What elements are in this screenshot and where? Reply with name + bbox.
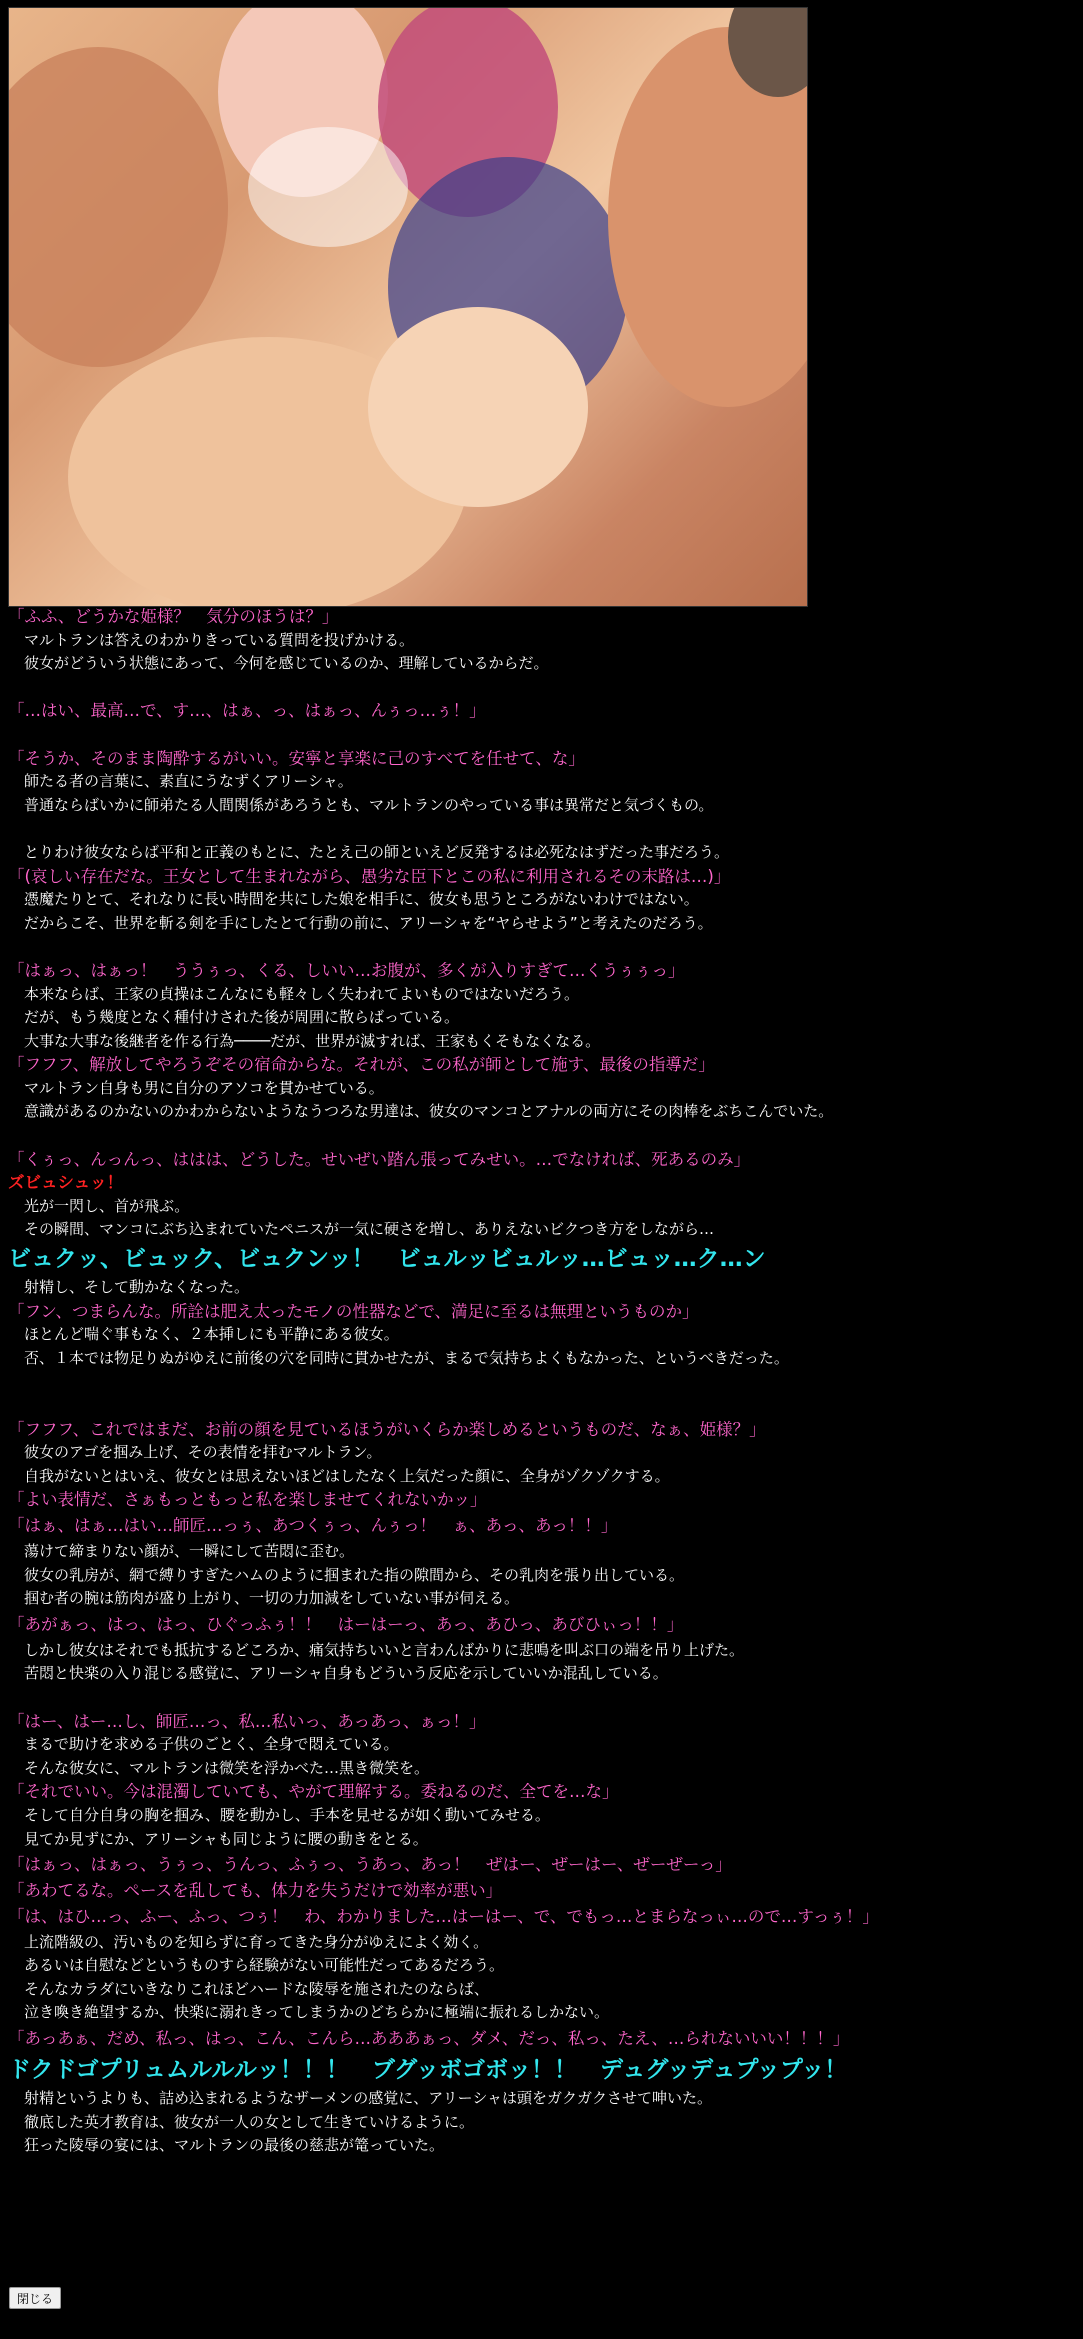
line-gap [8, 1124, 1078, 1148]
narration-line: だからこそ、世界を斬る剣を手にしたとて行動の前に、アリーシャを“ヤらせよう”と考えたのだろう。 [24, 913, 713, 932]
narration-line: そして自分自身の胸を掴み、腰を動かし、手本を見せるが如く動いてみせる。 [24, 1805, 550, 1824]
sound-effect-line: ビュクッ、ビュック、ビュクンッ！ ビュルッビュルッ…ビュッ…ク…ン [8, 1246, 766, 1273]
narration-line: 彼女の乳房が、網で縛りすぎたハムのように掴まれた指の隙間から、その乳肉を張り出している。 [24, 1565, 685, 1584]
narration-line: 蕩けて締まりない顔が、一瞬にして苦悶に歪む。 [24, 1541, 355, 1560]
dialogue-line: 「はぁ、はぁ…はい…師匠…っぅ、あつくぅっ、んぅっ！ ぁ、あっ、あっ！！」 [8, 1515, 618, 1535]
event-illustration [8, 7, 808, 607]
narration-line: 狂った陵辱の宴には、マルトランの最後の慈悲が篭っていた。 [24, 2136, 445, 2155]
dialogue-line: 「そうか、そのまま陶酔するがいい。安寧と享楽に己のすべてを任せて、な」 [8, 748, 585, 768]
narration-line: 意識があるのかないのかわからないようなうつろな男達は、彼女のマンコとアナルの両方にその肉棒をぶちこんでいた。 [24, 1102, 834, 1121]
sound-effect-line: ズビュシュッ！ [8, 1173, 124, 1193]
narration-line: 射精というよりも、詰め込まれるようなザーメンの感覚に、アリーシャは頭をガクガクさせて呻いた。 [24, 2089, 713, 2108]
dialogue-line: 「はぁっ、はぁっ！ ううぅっ、くる、しいい…お腹が、多くが入りすぎて…くうぅぅっ」 [8, 960, 685, 980]
narration-line: マルトラン自身も男に自分のアソコを貫かせている。 [24, 1078, 384, 1097]
narration-line: ほとんど喘ぐ事もなく、２本挿しにも平静にある彼女。 [24, 1325, 399, 1344]
close-button[interactable]: 閉じる [9, 2287, 61, 2309]
narration-line: そんな彼女に、マルトランは微笑を浮かべた…黒き微笑を。 [24, 1758, 430, 1777]
narration-line: マルトランは答えのわかりきっている質問を投げかける。 [24, 630, 415, 649]
narration-line: 普通ならばいかに師弟たる人間関係があろうとも、マルトランのやっている事は異常だと気づくもの。 [24, 795, 714, 814]
narration-line: まるで助けを求める子供のごとく、全身で悶えている。 [24, 1735, 399, 1754]
narration-line: 徹底した英才教育は、彼女が一人の女として生きていけるように。 [24, 2112, 475, 2131]
line-gap [8, 935, 1078, 959]
dialogue-line: 「あがぁっ、はっ、はっ、ひぐっふぅ！！ はーはーっ、あっ、あひっ、あびひぃっ！！」 [8, 1614, 684, 1634]
narration-line: 本来ならば、王家の貞操はこんなにも軽々しく失われてよいものではないだろう。 [24, 984, 580, 1003]
narration-line: だが、もう幾度となく種付けされた後が周囲に散らばっている。 [24, 1008, 460, 1027]
dialogue-line: 「それでいい。今は混濁していても、やがて理解する。委ねるのだ、全てを…な」 [8, 1782, 619, 1802]
dialogue-line: 「は、はひ…っ、ふー、ふっ、つぅ！ わ、わかりました…はーはー、で、でもっ…とまらなっぃ…ので…すっぅ！」 [8, 1906, 879, 1926]
dialogue-line: 「はー、はー…し、師匠…っ、私…私いっ、あっあっ、ぁっ！」 [8, 1711, 486, 1731]
narration-line: あるいは自慰などというものすら経験がない可能性だってあるだろう。 [24, 1956, 505, 1975]
story-text [8, 605, 1078, 2158]
narration-line: 見てか見ずにか、アリーシャも同じように腰の動きをとる。 [24, 1829, 428, 1848]
dialogue-line: 「フフフ、これではまだ、お前の顔を見ているほうがいくらか楽しめるというものだ、なぁ、姫様？」 [8, 1419, 766, 1439]
line-gap [8, 1686, 1078, 1710]
narration-line: 光が一閃し、首が飛ぶ。 [24, 1196, 190, 1215]
narration-line: 泣き喚き絶望するか、快楽に溺れきってしまうかのどちらかに極端に振れるしかない。 [24, 2003, 610, 2022]
line-gap [8, 676, 1078, 700]
narration-line: 否、１本では物足りぬがゆえに前後の穴を同時に貫かせたが、まるで気持ちよくもなかった、というべきだった。 [24, 1348, 789, 1367]
sound-effect-line: ドクドゴプリュムルルルッ！！！ ブグッボゴボッ！！ デュグッデュプップッ！ [8, 2057, 848, 2084]
narration-line: 憑魔たりとて、それなりに長い時間を共にした娘を相手に、彼女も思うところがないわけではない。 [24, 890, 699, 909]
narration-line: しかし彼女はそれでも抵抗するどころか、痛気持ちいいと言わんばかりに悲鳴を叫ぶ口の端を吊り上げた。 [24, 1640, 745, 1659]
narration-line: とりわけ彼女ならば平和と正義のもとに、たとえ己の師といえど反発するは必死なはずだった事だろう。 [24, 842, 730, 861]
dialogue-line: 「くぅっ、んっんっ、ははは、どうした。せいぜい踏ん張ってみせい。…でなければ、死あるのみ」 [8, 1149, 751, 1169]
dialogue-line: 「よい表情だ、さぁもっともっと私を楽しませてくれないかッ」 [8, 1490, 487, 1510]
line-gap [8, 1394, 1078, 1418]
dialogue-line: 「フン、つまらんな。所詮は肥え太ったモノの性器などで、満足に至るは無理というものか」 [8, 1301, 699, 1321]
narration-line: 大事な大事な後継者を作る行為────だが、世界が滅すれば、王家もくそもなくなる。 [24, 1031, 601, 1050]
dialogue-line: 「…はい、最高…で、す…、はぁ、っ、はぁっ、んぅっ…ぅ！」 [8, 701, 486, 721]
dialogue-line: 「フフフ、解放してやろうぞその宿命からな。それが、この私が師として施す、最後の指導だ」 [8, 1055, 715, 1075]
line-gap [8, 1370, 1078, 1394]
narration-line: 掴む者の腕は筋肉が盛り上がり、一切の力加減をしていない事が伺える。 [24, 1589, 520, 1608]
narration-line: そんなカラダにいきなりこれほどハードな陵辱を施されたのならば、 [24, 1979, 489, 1998]
line-gap [8, 817, 1078, 841]
narration-line: 彼女がどういう状態にあって、今何を感じているのか、理解しているからだ。 [24, 654, 549, 673]
narration-line: 上流階級の、汚いものを知らずに育ってきた身分がゆえによく効く。 [24, 1932, 489, 1951]
line-gap [8, 723, 1078, 747]
narration-line: 苦悶と快楽の入り混じる感覚に、アリーシャ自身もどういう反応を示していいか混乱している。 [24, 1664, 668, 1683]
dialogue-line: 「あっあぁ、だめ、私っ、はっ、こん、こんら…あああぁっ、ダメ、だっ、私っ、たえ、…られないいい！！！」 [8, 2029, 850, 2049]
dialogue-line: 「(哀しい存在だな。王女として生まれながら、愚劣な臣下とこの私に利用されるその末路は…)」 [8, 866, 731, 886]
narration-line: 師たる者の言葉に、素直にうなずくアリーシャ。 [24, 772, 353, 791]
narration-line: その瞬間、マンコにぶち込まれていたペニスが一気に硬さを増し、ありえないビクつき方をしながら… [24, 1220, 715, 1239]
dialogue-line: 「はぁっ、はぁっ、うぅっ、うんっ、ふぅっ、うあっ、あっ！ ぜはー、ぜーはー、ぜーぜーっ」 [8, 1855, 732, 1875]
narration-line: 自我がないとはいえ、彼女とは思えないほどはしたなく上気だった顔に、全身がゾクゾクする。 [24, 1466, 670, 1485]
narration-line: 射精し、そして動かなくなった。 [24, 1278, 250, 1297]
dialogue-line: 「あわてるな。ペースを乱しても、体力を失うだけで効率が悪い」 [8, 1881, 503, 1901]
narration-line: 彼女のアゴを掴み上げ、その表情を拝むマルトラン。 [24, 1443, 382, 1462]
dialogue-line: 「ふふ、どうかな姫様？ 気分のほうは？」 [8, 607, 339, 626]
